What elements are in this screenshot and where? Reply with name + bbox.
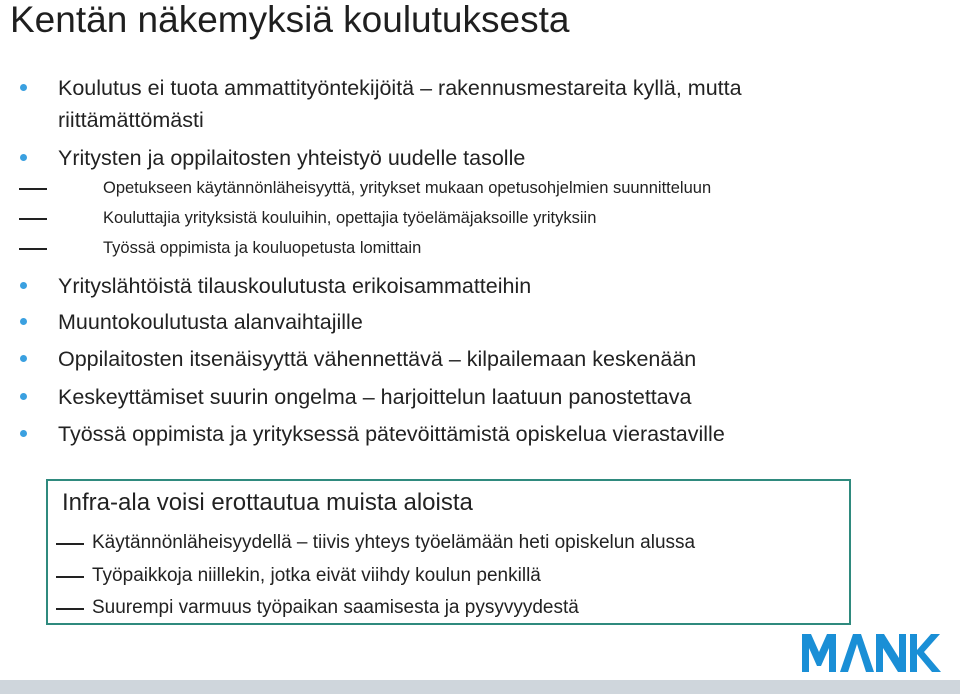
box-item-text: Työpaikkoja niillekin, jotka eivät viihdy koulun penkillä [92,565,541,586]
slide-title: Kentän näkemyksiä koulutuksesta [10,0,570,40]
sub-bullet-item [103,208,596,228]
sub-bullet-item [103,238,421,258]
bullet-dot-icon [20,393,27,400]
bullet-text: Muuntokoulutusta alanvaihtajille [58,310,363,334]
bullet-item-continuation [58,107,204,133]
dash-icon [19,188,47,190]
bullet-text: Oppilaitosten itsenäisyyttä vähennettävä – kilpailemaan keskenään [58,347,697,371]
sub-bullet-text: Kouluttajia yrityksistä kouluihin, opettajia työelämäjaksoille yrityksiin [103,209,597,227]
bullet-text: Yrityslähtöistä tilauskoulutusta erikoisammatteihin [58,274,532,298]
bullet-dot-icon [20,84,27,91]
dash-icon [19,248,47,250]
box-title: Infra-ala voisi erottautua muista aloista [62,489,473,516]
bullet-text: riittämättömästi [58,108,204,132]
bullet-item [58,421,725,447]
bullet-item [58,346,696,372]
bullet-item [58,309,363,335]
mank-logo-icon [800,628,950,674]
box-item-text: Suurempi varmuus työpaikan saamisesta ja pysyvyydestä [92,597,579,618]
bullet-dot-icon [20,282,27,289]
bullet-item [58,145,525,171]
bullet-dot-icon [20,154,27,161]
box-item [92,532,695,554]
bullet-text: Työssä oppimista ja yrityksessä pätevöittämistä opiskelua vierastaville [58,422,725,446]
bullet-item [58,273,531,299]
bullet-text: Keskeyttämiset suurin ongelma – harjoittelun laatuun panostettava [58,385,692,409]
bullet-dot-icon [20,318,27,325]
box-item [92,597,579,619]
bullet-text: Yritysten ja oppilaitosten yhteistyö uudelle tasolle [58,146,526,170]
bullet-text: Koulutus ei tuota ammattityöntekijöitä – rakennusmestareita kyllä, mutta [58,76,742,100]
bullet-dot-icon [20,430,27,437]
bullet-item [58,75,742,101]
dash-icon [56,576,84,578]
sub-bullet-text: Opetukseen käytännönläheisyyttä, yritykset mukaan opetusohjelmien suunnitteluun [103,179,712,197]
mank-logo [800,628,950,674]
sub-bullet-text: Työssä oppimista ja kouluopetusta lomittain [103,239,422,257]
footer-bar [0,680,960,694]
bullet-dot-icon [20,355,27,362]
sub-bullet-item [103,178,711,198]
dash-icon [19,218,47,220]
dash-icon [56,543,84,545]
box-item [92,565,541,587]
box-item-text: Käytännönläheisyydellä – tiivis yhteys työelämään heti opiskelun alussa [92,532,696,553]
bullet-item [58,384,691,410]
dash-icon [56,608,84,610]
